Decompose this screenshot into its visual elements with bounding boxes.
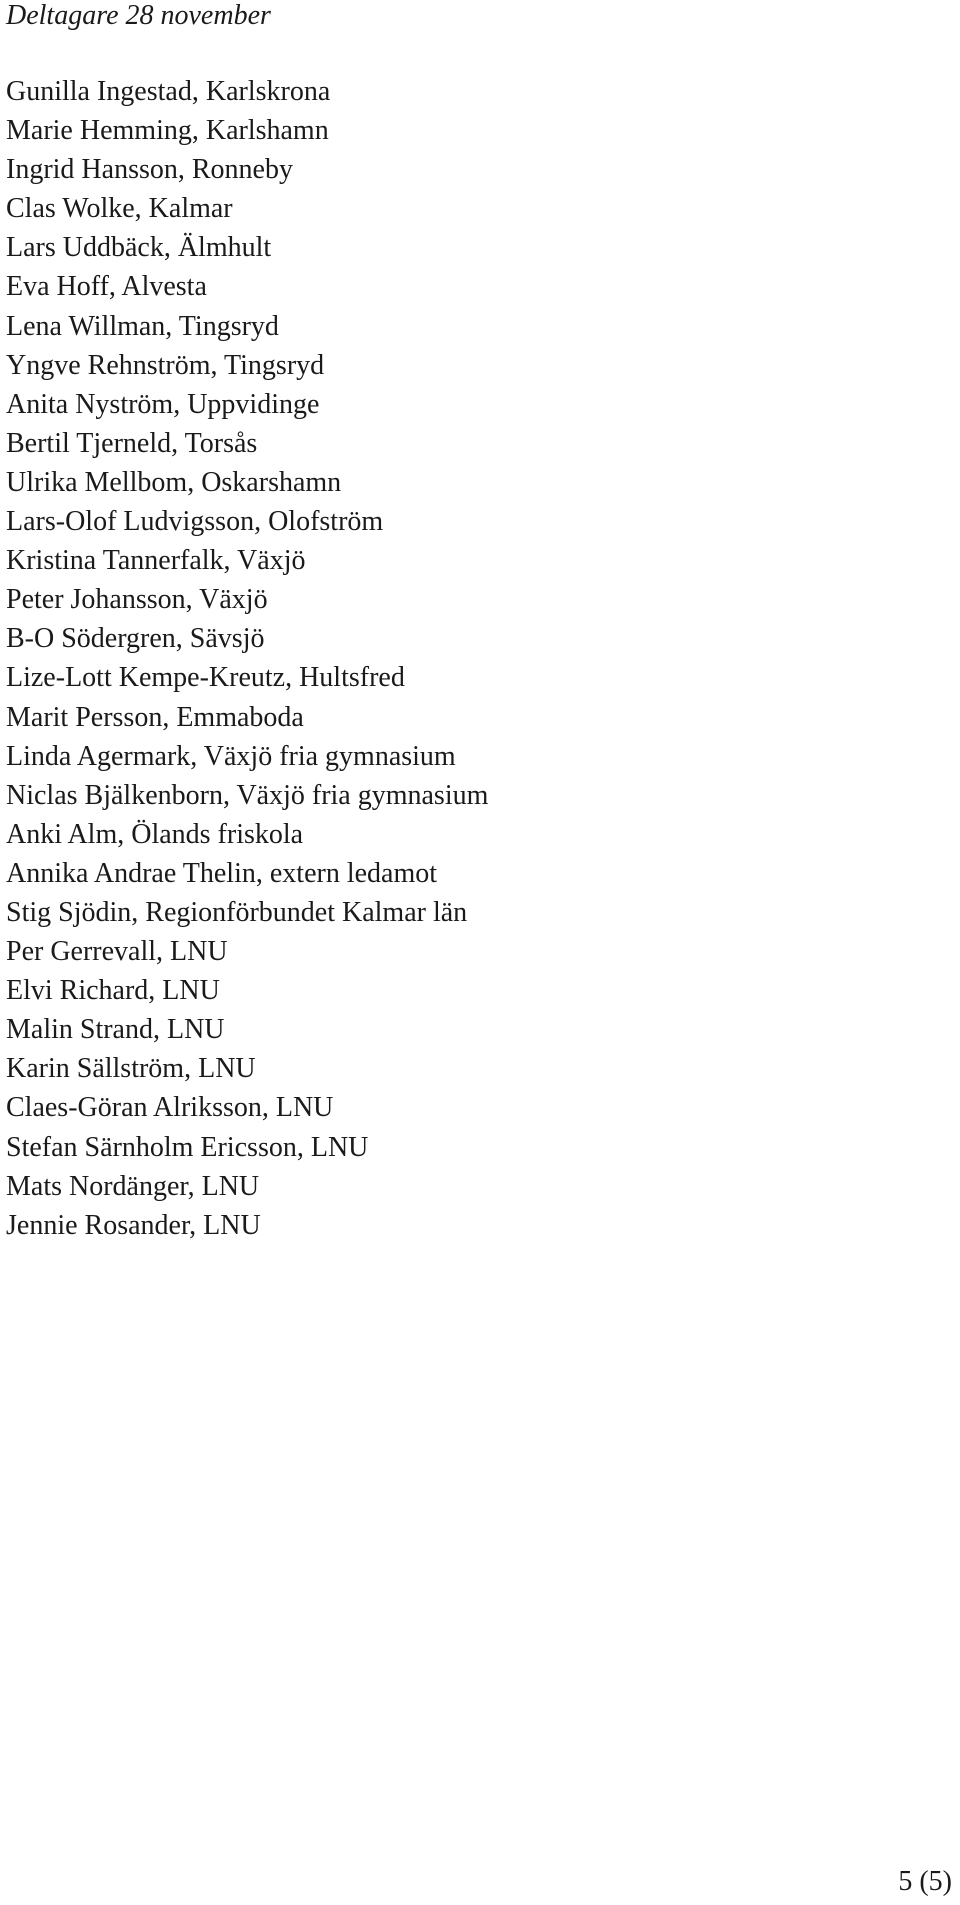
participant-item: Peter Johansson, Växjö (6, 584, 268, 616)
participant-item: Stig Sjödin, Regionförbundet Kalmar län (6, 896, 468, 928)
participant-item: Mats Nordänger, LNU (6, 1170, 260, 1202)
participant-item: Lars-Olof Ludvigsson, Olofström (6, 506, 384, 538)
participant-item: Claes-Göran Alriksson, LNU (6, 1092, 334, 1124)
participant-item: Linda Agermark, Växjö fria gymnasium (6, 740, 456, 772)
participant-item: Marit Persson, Emmaboda (6, 701, 304, 733)
participant-item: Ingrid Hansson, Ronneby (6, 154, 293, 186)
participant-item: Yngve Rehnström, Tingsryd (6, 349, 325, 381)
participant-item: Malin Strand, LNU (6, 1014, 225, 1046)
participant-item: Anki Alm, Ölands friskola (6, 818, 304, 850)
participant-item: Annika Andrae Thelin, extern ledamot (6, 857, 438, 889)
page-number: 5 (5) (898, 1866, 952, 1897)
participant-item: Lize-Lott Kempe-Kreutz, Hultsfred (6, 662, 405, 694)
participant-item: Stefan Särnholm Ericsson, LNU (6, 1131, 369, 1163)
participant-item: Lena Willman, Tingsryd (6, 310, 279, 342)
participant-item: Karin Sällström, LNU (6, 1053, 256, 1085)
participant-item: Elvi Richard, LNU (6, 975, 220, 1007)
participant-item: Lars Uddbäck, Älmhult (6, 232, 272, 264)
participant-item: Clas Wolke, Kalmar (6, 193, 233, 225)
participant-item: Bertil Tjerneld, Torsås (6, 427, 258, 459)
participant-item: Eva Hoff, Alvesta (6, 271, 207, 303)
participant-item: Niclas Bjälkenborn, Växjö fria gymnasium (6, 779, 489, 811)
participant-item: Per Gerrevall, LNU (6, 936, 228, 968)
participant-item: Jennie Rosander, LNU (6, 1209, 261, 1241)
participant-item: Anita Nyström, Uppvidinge (6, 388, 320, 420)
participant-item: Marie Hemming, Karlshamn (6, 115, 329, 147)
participant-item: Gunilla Ingestad, Karlskrona (6, 76, 331, 107)
participant-item: B-O Södergren, Sävsjö (6, 623, 265, 655)
page-heading: Deltagare 28 november (6, 0, 271, 31)
participant-item: Kristina Tannerfalk, Växjö (6, 545, 306, 577)
participant-item: Ulrika Mellbom, Oskarshamn (6, 466, 342, 498)
participant-list (6, 72, 488, 1245)
